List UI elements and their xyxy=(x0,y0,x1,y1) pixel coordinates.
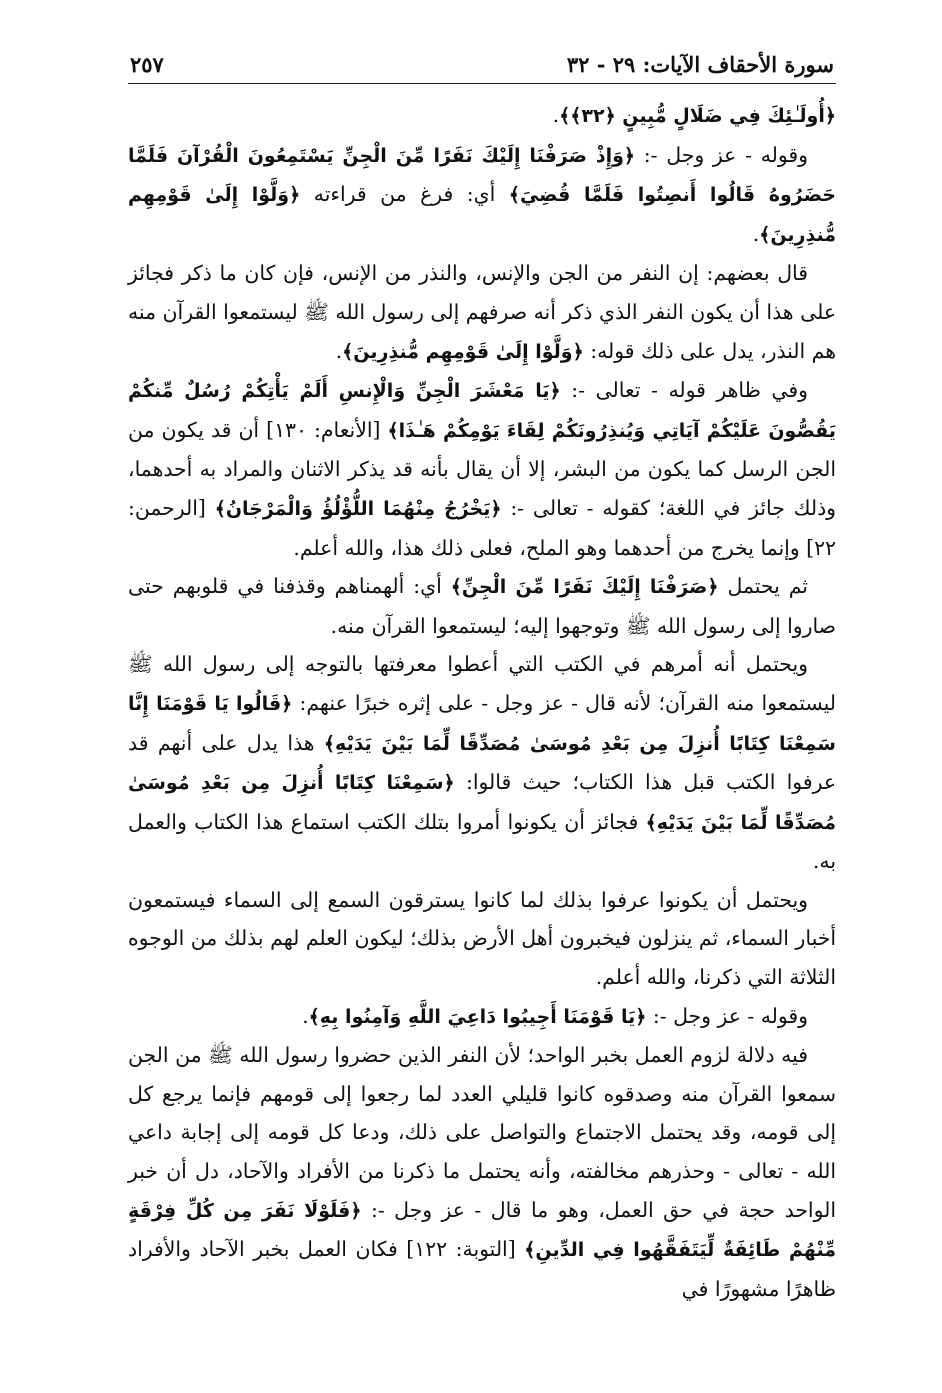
paragraph-text: ويحتمل أن يكونوا عرفوا بذلك لما كانوا يسترقون السمع إلى السماء فيستمعون أخبار السماء، ثم ينزلون فيخبرون أهل الأرض بذلك؛ ليكون العلم لهم بذلك من الوجوه الثلاثة التي ذكرنا، والله أعلم. xyxy=(128,887,836,990)
page-body xyxy=(128,96,836,1308)
paragraph xyxy=(128,371,836,567)
book-page xyxy=(128,38,836,1308)
quran-quote: ﴿سَمِعْنَا كِتَابًا أُنزِلَ مِن بَعْدِ مُوسَىٰ مُصَدِّقًا لِّمَا بَيْنَ يَدَيْهِ﴾ xyxy=(128,772,836,834)
paragraph-text: فجائز أن يكونوا أمروا بتلك الكتب استماع هذا الكتاب والعمل به. xyxy=(128,809,836,874)
quran-quote: ﴿أُولَـٰئِكَ فِي ضَلَالٍ مُّبِينٍ ﴿٣٢﴾﴾ xyxy=(559,105,836,127)
paragraph xyxy=(128,997,836,1037)
paragraph-text: . xyxy=(335,338,343,363)
paragraph-text: وقوله - عز وجل -: xyxy=(635,142,808,167)
quran-quote: ﴿وَلَّوْا إِلَىٰ قَوْمِهِم مُّنذِرِينَ﴾ xyxy=(128,184,836,246)
paragraph-text: [التوبة: ١٢٢] فكان العمل بخبر الآحاد والأفراد ظاهرًا مشهورًا في xyxy=(128,1237,836,1301)
paragraph xyxy=(128,254,836,371)
page-header xyxy=(128,38,836,84)
paragraph-text: قال بعضهم: إن النفر من الجن والإنس، والنذر من الإنس، فإن كان ما ذكر فجائز على هذا أن يكون النفر الذي ذكر أنه صرفهم إلى رسول الله ﷺ ليستمعوا القرآن منه هم النذر، يدل على ذلك قوله: xyxy=(128,261,836,363)
page-number: ٢٥٧ xyxy=(130,52,164,77)
paragraph-text: . xyxy=(752,221,760,246)
paragraph xyxy=(128,96,836,136)
paragraph-text: أي: ألهمناهم وقذفنا في قلوبهم حتى صاروا إلى رسول الله ﷺ وتوجهوا إليه؛ ليستمعوا القرآن منه. xyxy=(128,574,836,638)
quran-quote: ﴿يَخْرُجُ مِنْهُمَا اللُّؤْلُؤُ وَالْمَرْجَانُ﴾ xyxy=(214,497,502,520)
quran-quote: ﴿فَلَوْلَا نَفَرَ مِن كُلِّ فِرْقَةٍ مِّنْهُمْ طَائِفَةٌ لِّيَتَفَقَّهُوا فِي الدِّينِ﴾ xyxy=(128,1199,836,1262)
paragraph-text: ثم يحتمل xyxy=(718,574,808,599)
quran-quote: ﴿وَإِذْ صَرَفْنَا إِلَيْكَ نَفَرًا مِّنَ الْجِنِّ يَسْتَمِعُونَ الْقُرْآنَ فَلَمَّا حَضَرُوهُ قَالُوا أَنصِتُوا فَلَمَّا قُضِيَ﴾ xyxy=(128,144,836,207)
paragraph xyxy=(128,645,836,881)
paragraph xyxy=(128,1036,836,1308)
quran-quote: ﴿قَالُوا يَا قَوْمَنَا إِنَّا سَمِعْنَا كِتَابًا أُنزِلَ مِن بَعْدِ مُوسَىٰ مُصَدِّقًا لِّمَا بَيْنَ يَدَيْهِ﴾ xyxy=(128,692,836,755)
paragraph-text: . xyxy=(302,1003,309,1028)
paragraph-text: هذا يدل على أنهم قد عرفوا الكتب قبل هذا الكتاب؛ حيث قالوا: xyxy=(128,730,836,795)
paragraph-text: . xyxy=(552,103,560,127)
paragraph-text: [الأنعام: ١٣٠] أن قد يكون من الجن الرسل كما يكون من البشر، إلا أن يقال بأنه قد يذكر الاثنان والمراد به أحدهما، وذلك جائز في اللغة؛ كقوله - تعالى -: xyxy=(128,417,836,520)
quran-quote: ﴿يَا قَوْمَنَا أَجِيبُوا دَاعِيَ اللَّهِ وَآمِنُوا بِهِ﴾ xyxy=(308,1005,647,1028)
surah-title: سورة الأحقاف الآيات: ٢٩ - ٣٢ xyxy=(566,52,834,77)
quran-quote: ﴿صَرَفْنَا إِلَيْكَ نَفَرًا مِّنَ الْجِنِّ﴾ xyxy=(450,576,719,599)
paragraph-text: وفي ظاهر قوله - تعالى -: xyxy=(560,378,809,403)
paragraph-text: أي: فرغ من قراءته xyxy=(300,182,509,207)
paragraph xyxy=(128,881,836,997)
paragraph xyxy=(128,136,836,255)
paragraph-text: وقوله - عز وجل -: xyxy=(646,1003,808,1028)
paragraph xyxy=(128,567,836,645)
quran-quote: ﴿وَلَّوْا إِلَىٰ قَوْمِهِم مُّنذِرِينَ﴾ xyxy=(342,340,584,363)
quran-quote: ﴿يَا مَعْشَرَ الْجِنِّ وَالْإِنسِ أَلَمْ يَأْتِكُمْ رُسُلٌ مِّنكُمْ يَقُصُّونَ عَلَيْكُمْ آيَاتِي وَيُنذِرُونَكُمْ لِقَاءَ يَوْمِكُمْ هَـٰذَا﴾ xyxy=(128,380,836,442)
paragraph-text: فيه دلالة لزوم العمل بخبر الواحد؛ لأن النفر الذين حضروا رسول الله ﷺ من الجن سمعوا القرآن منه وصدقوه كانوا قليلي العدد لما رجعوا إلى قومهم فإنما يرجع كل إلى قومه، وقد يحتمل الاجتماع والتواصل على ذلك، ودعا كل قومه إلى إجابة داعي الله - تعالى - وحذرهم مخالفته، وأنه يحتمل ما ذكرنا من الأفراد والآحاد، دل أن خبر الواحد حجة في حق العمل، وهو ما قال - عز وجل -: xyxy=(128,1043,837,1222)
paragraph-text: ويحتمل أنه أمرهم في الكتب التي أعطوا معرفتها بالتوجه إلى رسول الله ﷺ ليستمعوا منه القرآن؛ لأنه قال - عز وجل - على إثره خبرًا عنهم: xyxy=(128,652,836,715)
paragraph-text: [الرحمن: ٢٢] وإنما يخرج من أحدهما وهو الملح، فعلى ذلك هذا، والله أعلم. xyxy=(128,495,836,560)
